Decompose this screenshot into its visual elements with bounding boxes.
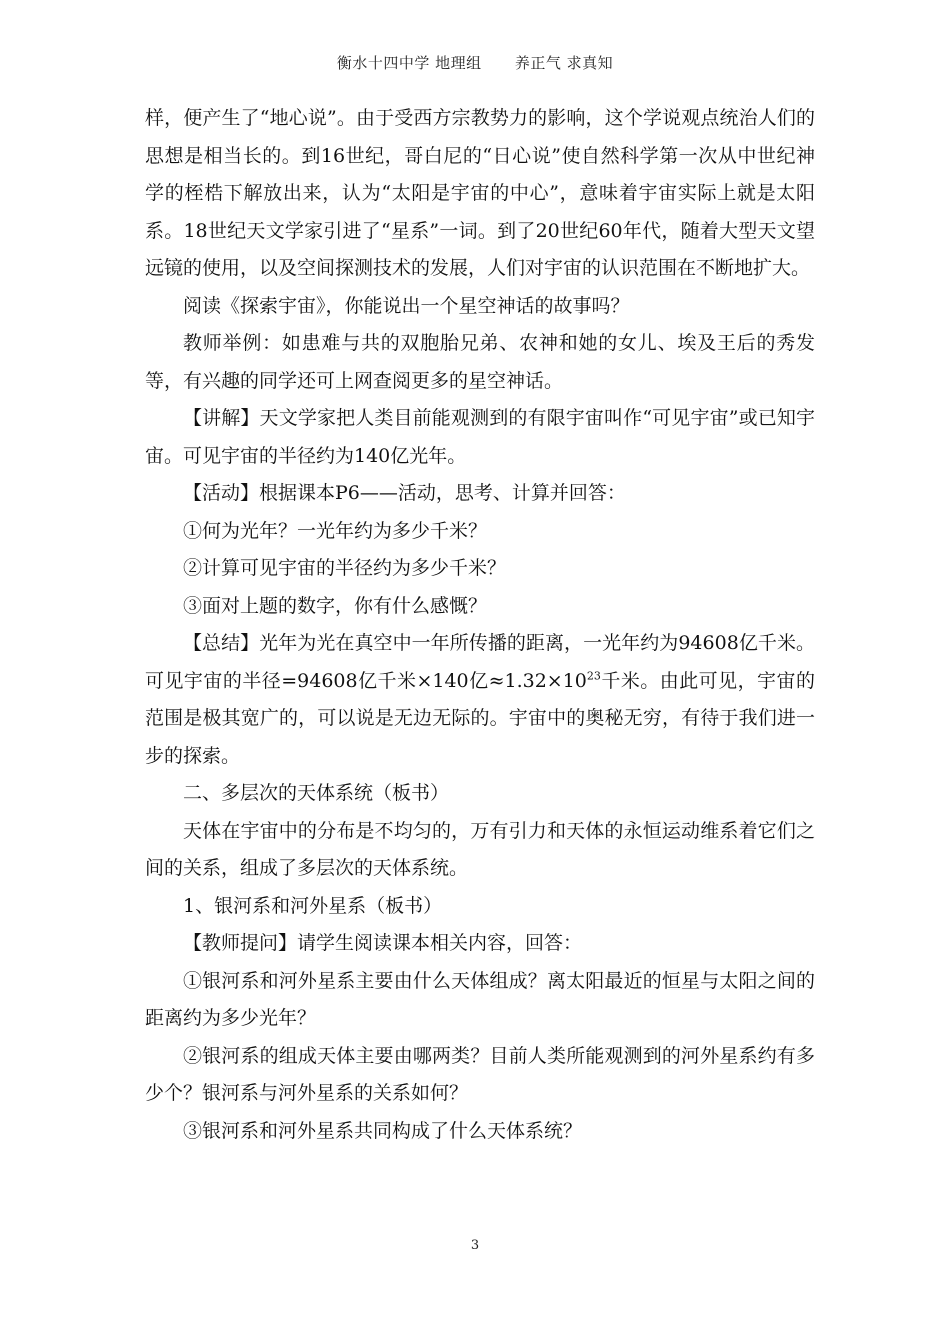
paragraph-reading-prompt: 阅读《探索宇宙》，你能说出一个星空神话的故事吗？ [183, 294, 630, 317]
subsection-heading-1: 1、银河系和河外星系（板书） [183, 894, 443, 917]
paragraph-summary [145, 625, 815, 775]
header-motto: 养正气 求真知 [514, 54, 614, 72]
question-galaxy-2: ②银河系的组成天体主要由哪两类？目前人类所能观测到的河外星系约有多少个？银河系与河外星系的关系如何？ [145, 1044, 815, 1104]
question-3: ③面对上题的数字，你有什么感慨？ [183, 594, 488, 617]
paragraph-teacher-example: 教师举例：如患难与共的双胞胎兄弟、农神和她的女儿、埃及王后的秀发等，有兴趣的同学还可上网查阅更多的星空神话。 [145, 332, 815, 392]
header-school: 衡水十四中学 [336, 54, 430, 72]
section-heading-2: 二、多层次的天体系统（板书） [183, 782, 450, 804]
question-2: ②计算可见宇宙的半径约为多少千米？ [183, 557, 507, 579]
question-galaxy-3: ③银河系和河外星系共同构成了什么天体系统？ [183, 1119, 583, 1142]
question-galaxy-1: ①银河系和河外星系主要由什么天体组成？离太阳最近的恒星与太阳之间的距离约为多少光年？ [145, 969, 815, 1029]
paragraph-activity: 【活动】根据课本P6——活动，思考、计算并回答： [183, 482, 626, 504]
header-group: 地理组 [435, 54, 482, 72]
paragraph-history: 样，便产生了“地心说”。由于受西方宗教势力的影响，这个学说观点统治人们的思想是相当长的。到16世纪，哥白尼的“日心说”使自然科学第一次从中世纪神学的桎梏下解放出来，认为“太阳是宇宙的中心”，意味着宇宙实际上就是太阳系。18世纪天文学家引进了“星系”一词。到了20世纪60年代，随着大型天文望远镜的使用，以及空间探测技术的发展，人们对宇宙的认识范围在不断地扩大。 [145, 107, 815, 279]
page-header [0, 52, 950, 73]
summary-text-before: 【总结】光年为光在真空中一年所传播的距离，一光年约为94608亿千米。可见宇宙的半径=94608亿千米×140亿≈1.32×10 [145, 632, 815, 692]
question-1: ①何为光年？一光年约为多少千米？ [183, 519, 488, 542]
page-number: 3 [470, 1238, 480, 1253]
summary-text-after: 千米。由此可见，宇宙的范围是极其宽广的，可以说是无边无际的。宇宙中的奥秘无穷，有待于我们进一步的探索。 [145, 669, 815, 767]
paragraph-distribution: 天体在宇宙中的分布是不均匀的，万有引力和天体的永恒运动维系着它们之间的关系，组成了多层次的天体系统。 [145, 819, 815, 879]
paragraph-explanation: 【讲解】天文学家把人类目前能观测到的有限宇宙叫作“可见宇宙”或已知宇宙。可见宇宙的半径约为140亿光年。 [145, 407, 815, 467]
document-body [145, 100, 815, 1150]
paragraph-teacher-question: 【教师提问】请学生阅读课本相关内容，回答： [183, 932, 583, 954]
summary-exponent: 23 [586, 669, 601, 683]
